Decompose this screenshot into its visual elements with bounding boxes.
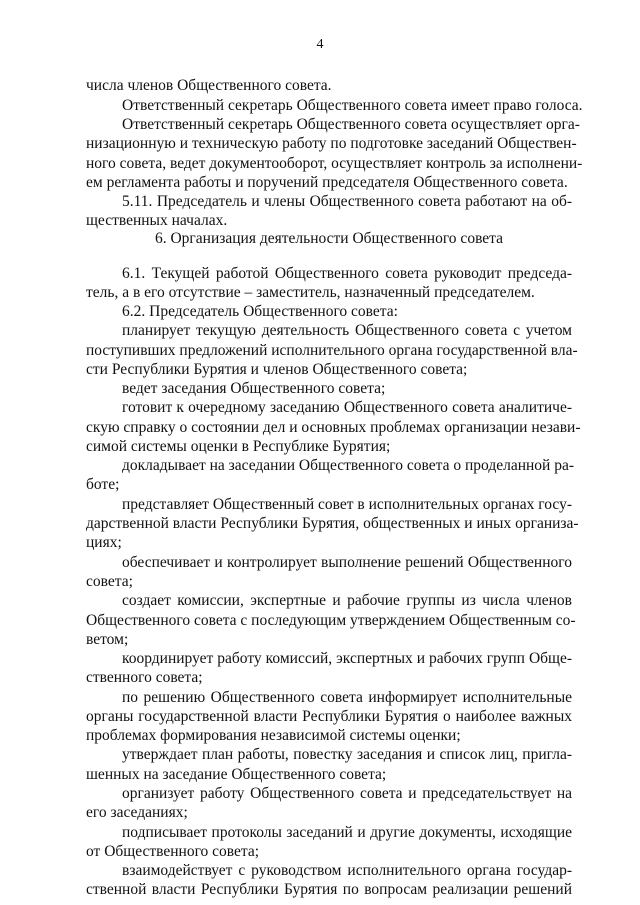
text-line: 5.11. Председатель и члены Общественного совета работают на об- xyxy=(122,193,572,210)
page-number: 4 xyxy=(316,37,324,52)
text-line: ветом; xyxy=(86,631,129,648)
text-line: скую справку о состоянии дел и основных проблемах организации незави- xyxy=(86,419,581,436)
text-line: ем регламента работы и поручений председателя Общественного совета. xyxy=(86,174,568,191)
text-line: создает комиссии, экспертные и рабочие группы из числа членов xyxy=(122,592,572,609)
text-line: готовит к очередному заседанию Общественного совета аналитиче- xyxy=(122,399,572,416)
text-line: шенных на заседание Общественного совета; xyxy=(86,766,387,783)
text-line: его заседаниях; xyxy=(86,804,188,821)
text-line: ственного совета; xyxy=(86,669,203,686)
text-line: совета; xyxy=(86,573,133,590)
text-line: координирует работу комиссий, экспертных и рабочих групп Обще- xyxy=(122,650,572,667)
text-line: утверждает план работы, повестку заседания и список лиц, пригла- xyxy=(122,746,572,763)
text-line: низационную и техническую работу по подготовке заседаний Обществен- xyxy=(86,135,577,152)
text-line: щественных началах. xyxy=(86,212,228,229)
text-line: дарственной власти Республики Бурятия, общественных и иных организа- xyxy=(86,515,579,532)
text-line: числа членов Общественного совета. xyxy=(86,77,332,94)
text-line: представляет Общественный совет в исполнительных органах госу- xyxy=(122,496,572,513)
text-line: боте; xyxy=(86,476,120,493)
text-line: обеспечивает и контролирует выполнение решений Общественного xyxy=(122,554,572,571)
text-line: подписывает протоколы заседаний и другие документы, исходящие xyxy=(122,824,572,841)
text-line: Общественного совета с последующим утверждением Общественным со- xyxy=(86,612,576,629)
text-line: ного совета, ведет документооборот, осуществляет контроль за исполнени- xyxy=(86,155,583,172)
text-line: сти Республики Бурятия и членов Общественного совета; xyxy=(86,361,468,378)
text-line: Ответственный секретарь Общественного совета имеет право голоса. xyxy=(122,97,583,114)
section-heading: 6. Организация деятельности Общественного совета xyxy=(154,230,504,247)
text-line: ственной власти Республики Бурятия по вопросам реализации решений xyxy=(86,881,572,898)
text-line: планирует текущую деятельность Общественного совета с учетом xyxy=(122,322,572,339)
text-line: по решению Общественного совета информирует исполнительные xyxy=(122,689,572,706)
text-line: 6.2. Председатель Общественного совета: xyxy=(122,303,398,320)
text-line: органы государственной власти Республики Бурятия о наиболее важных xyxy=(86,708,572,725)
text-line: тель, а в его отсутствие – заместитель, назначенный председателем. xyxy=(86,284,535,301)
text-line: ведет заседания Общественного совета; xyxy=(122,380,386,397)
text-line: симой системы оценки в Республике Бурятия; xyxy=(86,438,391,455)
text-line: поступивших предложений исполнительного органа государственной вла- xyxy=(86,342,578,359)
text-line: проблемах формирования независимой системы оценки; xyxy=(86,727,461,744)
text-line: организует работу Общественного совета и председательствует на xyxy=(122,785,572,802)
text-line: Ответственный секретарь Общественного совета осуществляет орга- xyxy=(122,116,580,133)
text-line: 6.1. Текущей работой Общественного совета руководит председа- xyxy=(122,265,572,282)
text-line: циях; xyxy=(86,534,122,551)
text-line: взаимодействует с руководством исполнительного органа государ- xyxy=(122,862,572,879)
text-line: докладывает на заседании Общественного совета о проделанной ра- xyxy=(122,457,575,474)
text-line: от Общественного совета; xyxy=(86,843,260,860)
